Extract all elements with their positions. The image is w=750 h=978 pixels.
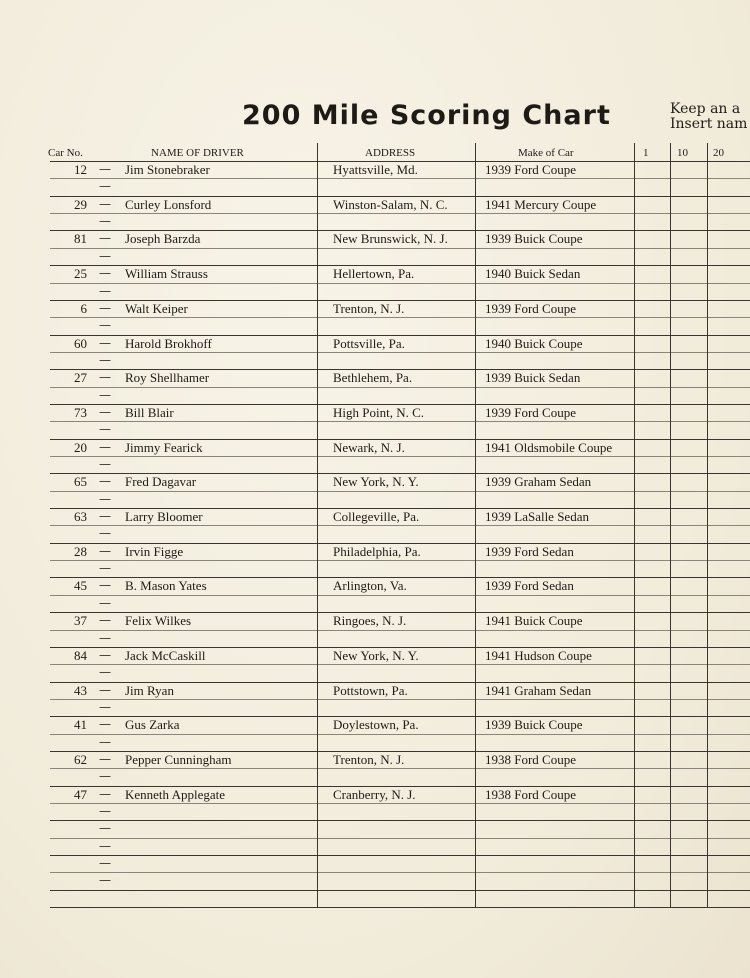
driver-address: New Brunswick, N. J. — [333, 231, 448, 247]
dash-mark: — — [99, 856, 111, 870]
dash-mark: — — [99, 491, 111, 506]
dash-mark: — — [99, 717, 111, 732]
car-number: 65 — [74, 474, 87, 490]
row-rule — [50, 560, 750, 561]
car-number: 29 — [74, 196, 87, 212]
car-make: 1941 Hudson Coupe — [485, 647, 592, 663]
row-rule — [50, 699, 750, 700]
row-rule — [50, 664, 750, 665]
driver-name: Curley Lonsford — [125, 196, 212, 212]
driver-address: New York, N. Y. — [333, 474, 419, 490]
row-rule — [50, 734, 750, 735]
dash-mark: — — [99, 734, 111, 749]
car-number: 20 — [74, 439, 87, 455]
dash-mark: — — [99, 647, 111, 662]
dash-mark: — — [99, 474, 111, 489]
column-rule — [634, 143, 635, 907]
row-rule — [50, 387, 750, 388]
row-rule — [50, 855, 750, 856]
row-rule — [50, 421, 750, 422]
driver-address: Hyattsville, Md. — [333, 162, 418, 177]
car-number: 81 — [74, 231, 87, 247]
header-driver: NAME OF DRIVER — [151, 147, 244, 159]
car-make: 1941 Oldsmobile Coupe — [485, 439, 613, 455]
car-number: 28 — [74, 543, 87, 559]
driver-address: Collegeville, Pa. — [333, 509, 420, 524]
row-rule — [50, 820, 750, 821]
driver-name: Joseph Barzda — [125, 231, 201, 247]
row-rule — [50, 283, 750, 284]
header-make: Make of Car — [518, 147, 574, 159]
dash-mark: — — [99, 630, 111, 645]
page-title: 200 Mile Scoring Chart — [242, 100, 611, 131]
dash-mark: — — [99, 821, 111, 836]
dash-mark: — — [99, 370, 111, 385]
driver-address: Trenton, N. J. — [333, 751, 405, 767]
dash-mark: — — [99, 318, 111, 333]
car-number: 27 — [74, 370, 87, 386]
driver-name: Felix Wilkes — [125, 613, 192, 629]
driver-name: B. Mason Yates — [125, 578, 207, 594]
car-number: 84 — [74, 647, 87, 663]
dash-mark: — — [99, 162, 111, 176]
row-rule — [50, 803, 750, 804]
driver-name: Jimmy Fearick — [125, 439, 203, 455]
driver-name: Jack McCaskill — [125, 647, 206, 663]
column-rule — [707, 143, 708, 907]
dash-mark: — — [99, 214, 111, 228]
car-make: 1938 Ford Coupe — [485, 786, 576, 802]
driver-address: Bethlehem, Pa. — [333, 370, 413, 386]
driver-name: Gus Zarka — [125, 717, 180, 733]
driver-address: Trenton, N. J. — [333, 300, 405, 316]
dash-mark: — — [99, 804, 111, 818]
driver-name: Fred Dagavar — [125, 474, 197, 490]
car-make: 1941 Buick Coupe — [485, 613, 583, 629]
dash-mark: — — [99, 838, 111, 853]
car-make: 1938 Ford Coupe — [485, 751, 576, 767]
dash-mark: — — [99, 404, 111, 419]
dash-mark: — — [99, 335, 111, 350]
driver-name: Roy Shellhamer — [125, 370, 210, 386]
dash-mark: — — [99, 352, 111, 367]
dash-mark: — — [99, 543, 111, 558]
dash-mark: — — [99, 786, 111, 801]
dash-mark: — — [99, 613, 111, 628]
dash-mark: — — [99, 300, 111, 315]
driver-name: Harold Brokhoff — [125, 335, 212, 351]
dash-mark: — — [99, 509, 111, 523]
car-number: 73 — [74, 404, 87, 420]
dash-mark: — — [99, 769, 111, 784]
dash-mark: — — [99, 526, 111, 541]
car-make: 1939 Ford Sedan — [485, 578, 574, 594]
car-make: 1941 Graham Sedan — [485, 682, 592, 698]
dash-mark: — — [99, 561, 111, 576]
driver-name: Walt Keiper — [125, 300, 188, 316]
car-number: 45 — [74, 578, 87, 594]
row-rule — [50, 630, 750, 631]
dash-mark: — — [99, 699, 111, 714]
driver-address: Ringoes, N. J. — [333, 613, 407, 629]
driver-name: Bill Blair — [125, 404, 174, 420]
dash-mark: — — [99, 231, 111, 246]
car-make: 1939 Graham Sedan — [485, 474, 592, 490]
car-make: 1939 Ford Sedan — [485, 543, 574, 559]
dash-mark: — — [99, 751, 111, 766]
driver-address: Arlington, Va. — [333, 578, 407, 594]
car-make: 1939 LaSalle Sedan — [485, 509, 589, 524]
car-number: 60 — [74, 335, 87, 351]
car-make: 1939 Ford Coupe — [485, 162, 576, 177]
dash-mark: — — [99, 387, 111, 402]
dash-mark: — — [99, 457, 111, 471]
driver-address: Pottstown, Pa. — [333, 682, 408, 698]
header-car-no: Car No. — [48, 147, 83, 159]
car-number: 63 — [74, 509, 87, 524]
dash-mark: — — [99, 682, 111, 697]
dash-mark: — — [99, 248, 111, 263]
row-rule — [50, 525, 750, 526]
header-address: ADDRESS — [365, 147, 416, 159]
car-make: 1939 Buick Coupe — [485, 717, 583, 733]
driver-name: Larry Bloomer — [125, 509, 203, 524]
driver-address: Pottsville, Pa. — [333, 335, 405, 351]
instruction-line-1: Keep an a — [670, 101, 741, 117]
car-make: 1941 Mercury Coupe — [485, 196, 597, 212]
car-make: 1939 Ford Coupe — [485, 404, 576, 420]
bottom-rule — [50, 907, 750, 908]
driver-name: William Strauss — [125, 266, 208, 282]
dash-mark: — — [99, 266, 111, 281]
driver-address: Cranberry, N. J. — [333, 786, 416, 802]
driver-name: Jim Ryan — [125, 682, 174, 698]
row-rule — [50, 248, 750, 249]
row-rule — [50, 768, 750, 769]
dash-mark: — — [99, 873, 111, 888]
driver-address: Winston-Salam, N. C. — [333, 196, 448, 212]
dash-mark: — — [99, 439, 111, 454]
car-number: 6 — [80, 300, 87, 316]
row-rule — [50, 838, 750, 839]
car-make: 1939 Ford Coupe — [485, 300, 576, 316]
column-rule — [317, 143, 318, 907]
dash-mark: — — [99, 422, 111, 437]
car-number: 12 — [74, 162, 87, 177]
driver-address: Hellertown, Pa. — [333, 266, 415, 282]
column-rule — [670, 143, 671, 907]
car-number: 62 — [74, 751, 87, 767]
row-rule — [50, 317, 750, 318]
car-make: 1940 Buick Sedan — [485, 266, 581, 282]
driver-name: Irvin Figge — [125, 543, 184, 559]
row-rule — [50, 213, 750, 214]
dash-mark: — — [99, 595, 111, 610]
car-make: 1939 Buick Coupe — [485, 231, 583, 247]
dash-mark: — — [99, 283, 111, 298]
car-number: 25 — [74, 266, 87, 282]
car-make: 1940 Buick Coupe — [485, 335, 583, 351]
driver-address: Philadelphia, Pa. — [333, 543, 421, 559]
row-rule — [50, 456, 750, 457]
row-rule — [50, 890, 750, 891]
driver-address: High Point, N. C. — [333, 404, 425, 420]
car-number: 41 — [74, 717, 87, 733]
row-rule — [50, 178, 750, 179]
dash-mark: — — [99, 196, 111, 211]
row-rule — [50, 595, 750, 596]
driver-name: Jim Stonebraker — [125, 162, 210, 177]
row-rule — [50, 352, 750, 353]
column-rule — [475, 143, 476, 907]
driver-address: Doylestown, Pa. — [333, 717, 419, 733]
car-number: 37 — [74, 613, 87, 629]
driver-name: Kenneth Applegate — [125, 786, 225, 802]
row-rule — [50, 872, 750, 873]
car-number: 47 — [74, 786, 87, 802]
car-make: 1939 Buick Sedan — [485, 370, 581, 386]
dash-mark: — — [99, 179, 111, 194]
car-number: 43 — [74, 682, 87, 698]
dash-mark: — — [99, 665, 111, 680]
header-lap-1: 1 — [643, 147, 649, 159]
instruction-line-2: Insert nam — [670, 116, 748, 132]
header-lap-20: 20 — [713, 147, 724, 159]
instruction-note — [670, 102, 747, 132]
header-lap-10: 10 — [677, 147, 688, 159]
driver-address: Newark, N. J. — [333, 439, 405, 455]
row-rule — [50, 491, 750, 492]
driver-name: Pepper Cunningham — [125, 751, 232, 767]
driver-address: New York, N. Y. — [333, 647, 419, 663]
dash-mark: — — [99, 578, 111, 593]
